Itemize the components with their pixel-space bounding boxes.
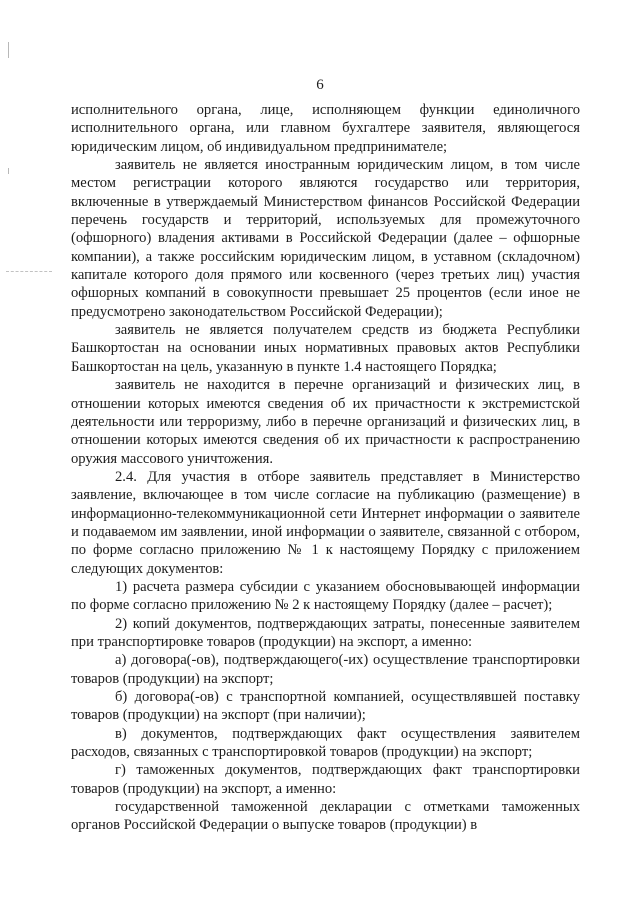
paragraph: заявитель не является иностранным юридическим лицом, в том числе местом регистрации которого являются государство или территория, включенные в утверждаемый Министерством финансов Российской Федерации перечень государств и территорий, используемых для промежуточного (офшорного) владения активами в Российской Федерации (далее – офшорные компании), а также российским юридическим лицом, в уставном (складочном) капитале которого доля прямого или косвенного (через третьих лиц) участия офшорных компаний в совокупности превышает 25 процентов (если иное не предусмотрено законодательством Российской Федерации); — [71, 157, 580, 320]
paragraph: 2.4. Для участия в отборе заявитель представляет в Министерство заявление, включающее в том числе согласие на публикацию (размещение) в информационно-телекоммуникационной сети Интернет информации о заявителе и подаваемом им заявлении, иной информации о заявителе, связанной с отбором, по форме согласно приложению № 1 к настоящему Порядку с приложением следующих документов: — [71, 468, 580, 577]
document-body — [71, 101, 580, 835]
paragraph: государственной таможенной декларации с отметками таможенных органов Российской Федерации о выпуске товаров (продукции) в — [71, 799, 580, 834]
scan-edge-mark — [8, 42, 9, 58]
paragraph: заявитель не находится в перечне организаций и физических лиц, в отношении которых имеются сведения об их причастности к экстремистской деятельности или терроризму, либо в перечне организаций и физических лиц, в отношении которых имеются сведения об их причастности к распространению оружия массового уничтожения. — [71, 377, 580, 467]
paragraph: заявитель не является получателем средств из бюджета Республики Башкортостан на основании иных нормативных правовых актов Республики Башкортостан на цель, указанную в пункте 1.4 настоящего Порядка; — [71, 322, 580, 375]
paragraph: 1) расчета размера субсидии с указанием обосновывающей информации по форме согласно приложению № 2 к настоящему Порядку (далее – расчет); — [71, 578, 580, 614]
paragraph: б) договора(-ов) с транспортной компанией, осуществлявшей поставку товаров (продукции) на экспорт (при наличии); — [71, 689, 580, 724]
paragraph: а) договора(-ов), подтверждающего(-их) осуществление транспортировки товаров (продукции) на экспорт; — [71, 652, 580, 687]
page-number: 6 — [316, 77, 324, 93]
scan-edge-mark — [8, 168, 9, 174]
paragraph: исполнительного органа, лице, исполняющем функции единоличного исполнительного органа, или главном бухгалтере заявителя, являющегося юридическим лицом, об индивидуальном предпринимателе; — [71, 102, 580, 155]
scan-edge-dash — [6, 271, 52, 272]
paragraph: 2) копий документов, подтверждающих затраты, понесенные заявителем при транспортировке товаров (продукции) на экспорт, а именно: — [71, 615, 580, 650]
paragraph: г) таможенных документов, подтверждающих факт транспортировки товаров (продукции) на экспорт, а именно: — [71, 762, 580, 797]
paragraph: в) документов, подтверждающих факт осуществления заявителем расходов, связанных с транспортировкой товаров (продукции) на экспорт; — [71, 725, 580, 761]
